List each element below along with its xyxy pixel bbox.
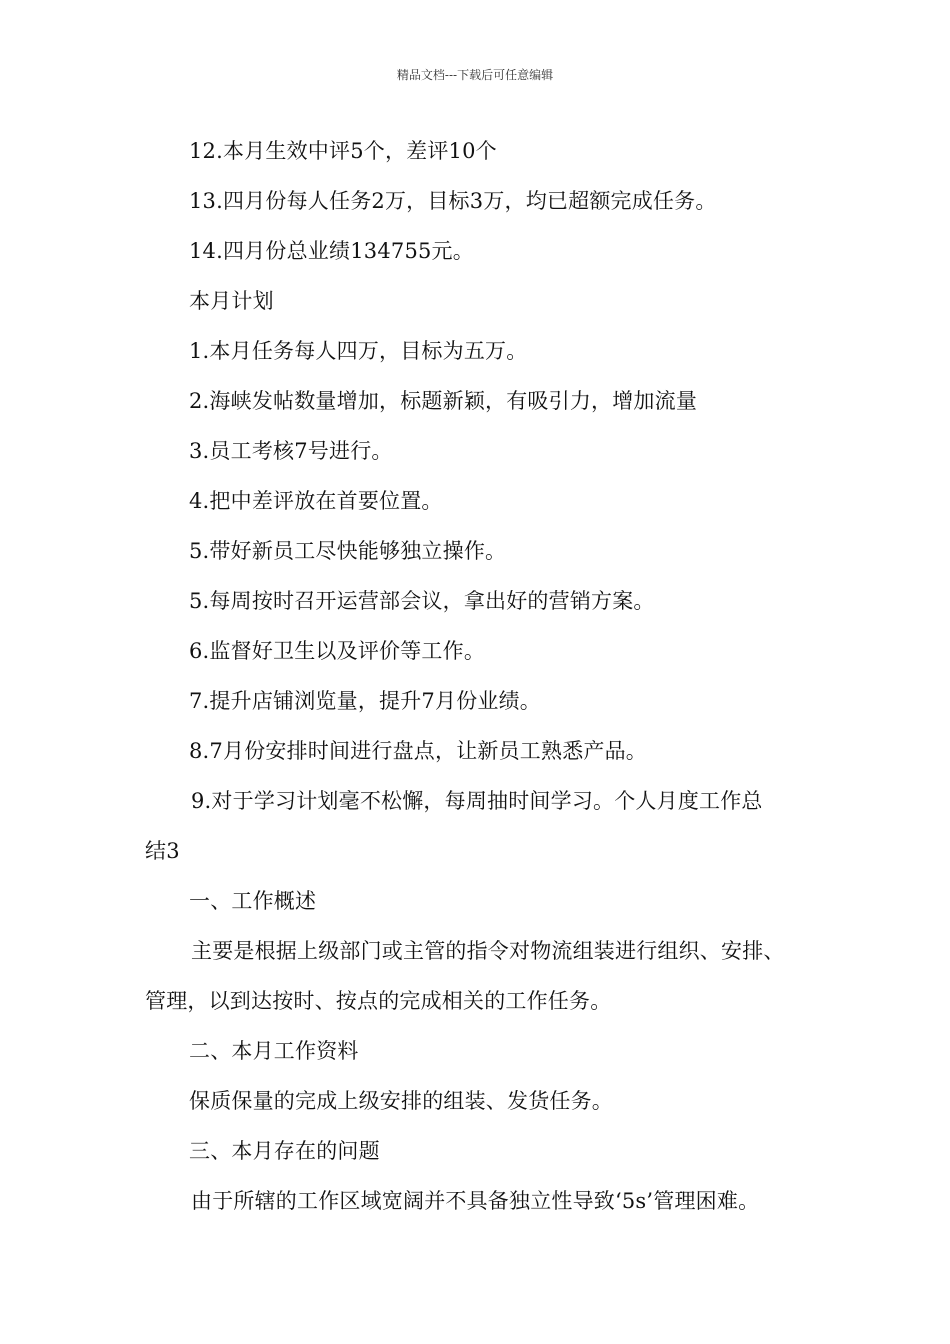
section-heading: 一、工作概述 (189, 889, 317, 913)
paragraph-continuation: 结3 (145, 839, 180, 863)
list-item: 12.本月生效中评5个，差评10个 (189, 139, 497, 163)
list-item: 9.对于学习计划毫不松懈，每周抽时间学习。个人月度工作总 (191, 789, 763, 813)
paragraph: 保质保量的完成上级安排的组装、发货任务。 (189, 1089, 613, 1113)
list-item: 1.本月任务每人四万，目标为五万。 (189, 339, 528, 363)
list-item: 2.海峡发帖数量增加，标题新颖，有吸引力，增加流量 (189, 389, 698, 413)
section-heading: 二、本月工作资料 (189, 1039, 359, 1063)
list-item: 3.员工考核7号进行。 (189, 439, 393, 463)
list-item: 6.监督好卫生以及评价等工作。 (189, 639, 486, 663)
list-item: 14.四月份总业绩134755元。 (189, 239, 474, 263)
paragraph-continuation: 管理，以到达按时、按点的完成相关的工作任务。 (145, 989, 612, 1013)
list-item: 7.提升店铺浏览量，提升7月份业绩。 (189, 689, 541, 713)
paragraph: 由于所辖的工作区域宽阔并不具备独立性导致‘5s’管理困难。 (191, 1189, 760, 1213)
list-item: 8.7月份安排时间进行盘点，让新员工熟悉产品。 (189, 739, 647, 763)
section-heading: 本月计划 (189, 289, 274, 313)
list-item: 13.四月份每人任务2万，目标3万，均已超额完成任务。 (189, 189, 717, 213)
list-item: 5.带好新员工尽快能够独立操作。 (189, 539, 507, 563)
page-header: 精品文档---下载后可任意编辑 (396, 68, 554, 82)
section-heading: 三、本月存在的问题 (189, 1139, 380, 1163)
paragraph: 主要是根据上级部门或主管的指令对物流组装进行组织、安排、 (191, 939, 785, 963)
list-item: 4.把中差评放在首要位置。 (189, 489, 443, 513)
list-item: 5.每周按时召开运营部会议，拿出好的营销方案。 (189, 589, 655, 613)
